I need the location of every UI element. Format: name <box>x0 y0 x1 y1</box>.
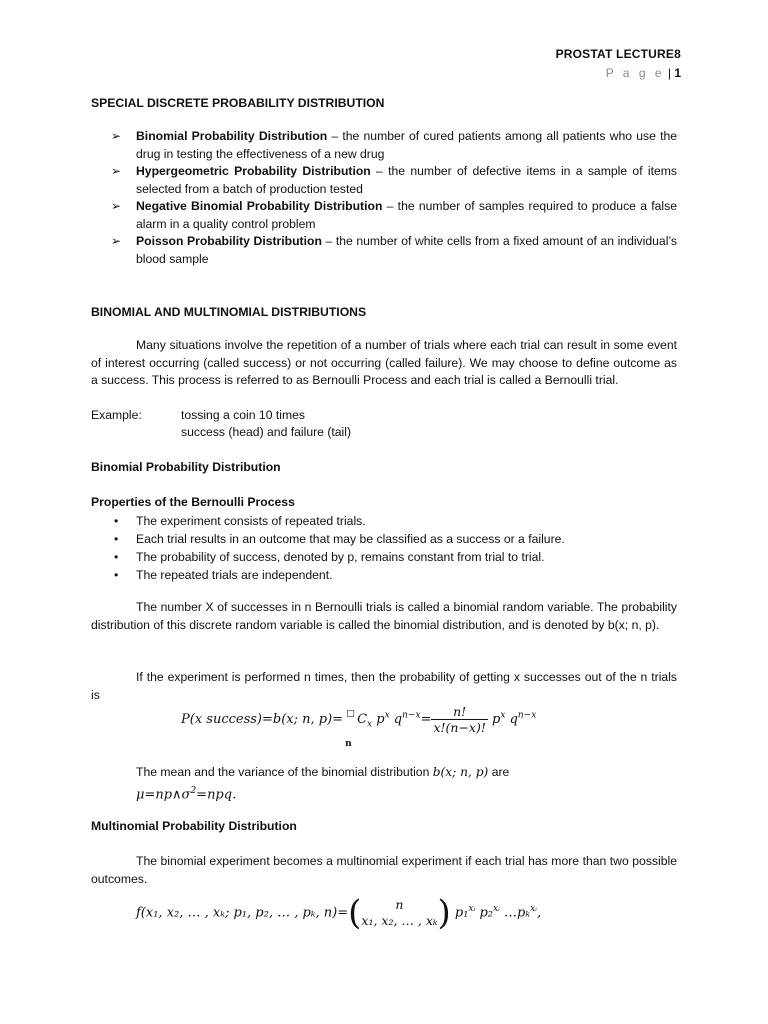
multinomial-end: , <box>537 905 542 921</box>
formula-x: x <box>367 719 373 730</box>
page-word: P a g e <box>605 66 665 80</box>
binom-top: n <box>395 897 404 912</box>
distribution-list <box>91 128 677 268</box>
example-row-2: success (head) and failure (tail) <box>181 425 352 439</box>
item-term: Binomial Probability Distribution <box>136 129 328 143</box>
bullet-icon: • <box>114 532 119 546</box>
formula-tail-exp-nx: n−x <box>517 710 537 721</box>
bullet-icon: • <box>114 550 119 564</box>
list-item <box>91 512 677 530</box>
multinomial-exp-k: xᵢ <box>530 904 537 915</box>
multinomial-paragraph: The binomial experiment becomes a multinomial experiment if each trial has more than two possible outcomes. <box>91 854 677 886</box>
list-item <box>91 128 677 163</box>
item-term: Negative Binomial Probability Distribution <box>136 199 383 213</box>
mean-are: are <box>491 765 510 779</box>
example-line-1: tossing a coin 10 times <box>181 408 305 422</box>
multinomial-args: ₁, x₂, … , xₖ; p₁, p₂, … , pₖ, n)= <box>153 905 349 921</box>
intro-paragraph: Many situations involve the repetition of a number of trials where each trial can result in some event of interest occurring (called success) or not occurring (called failure). We may choose to define outcome as a success. This process is referred to as Bernoulli Process and each trial is called a Bernoulli trial. <box>91 338 677 387</box>
property-text: Each trial results in an outcome that may be classified as a success or a failure. <box>136 532 565 546</box>
multinomial-coefficient <box>361 897 437 929</box>
bullet-icon: • <box>114 568 119 582</box>
item-desc: – the number of samples required to produce a false alarm in a quality control problem <box>136 199 677 231</box>
multinomial-p1: p₁ <box>454 905 469 921</box>
multinomial-exp-2: xᵢ <box>493 904 500 915</box>
mean-variance-formula <box>136 783 722 804</box>
mean-formula-2: =npq. <box>196 787 237 803</box>
property-text: The experiment consists of repeated trials. <box>136 514 366 528</box>
fraction-denominator: x!(n−x)! <box>433 720 486 735</box>
page-separator: | <box>667 66 671 80</box>
arrow-bullet-icon: ➢ <box>111 199 122 213</box>
property-text: The probability of success, denoted by p, remains constant from trial to trial. <box>136 550 545 564</box>
list-item <box>91 548 677 566</box>
formula-box: □ <box>346 709 355 719</box>
formula-lhs: P(x success)=b(x; n, p)= <box>181 712 344 727</box>
formula-tail-exp-x: x <box>500 710 506 721</box>
formula-fraction <box>431 704 487 735</box>
multinomial-p2: p₂ <box>479 905 493 921</box>
binomial-rv-paragraph: The number X of successes in n Bernoulli trials is called a binomial random variable. The probability distribution of this discrete random variable is called the binomial distribution, and is denoted by b(x; n, p). <box>91 600 677 632</box>
header-title: PROSTAT LECTURE8 <box>555 47 681 61</box>
item-desc: – the number of cured patients among all patients who use the drug in testing the effectiveness of a new drug <box>136 129 678 161</box>
multinomial-pk: …pₖ <box>504 905 531 921</box>
arrow-bullet-icon: ➢ <box>111 234 122 248</box>
property-text: The repeated trials are independent. <box>136 568 333 582</box>
example-row <box>91 407 305 425</box>
item-desc: – the number of white cells from a fixed amount of an individual’s blood sample <box>136 234 677 266</box>
list-item <box>91 198 677 233</box>
properties-heading: Properties of the Bernoulli Process <box>91 495 295 509</box>
formula-c: C <box>357 712 368 727</box>
fraction-numerator: n! <box>453 704 467 719</box>
page-indicator <box>606 66 681 80</box>
mean-formula: μ=np∧σ <box>136 787 191 803</box>
formula-eq: = <box>420 712 432 727</box>
multinomial-formula <box>136 895 541 931</box>
list-item <box>91 566 677 584</box>
multinomial-lhs: f(x <box>136 905 154 921</box>
page-number: 1 <box>674 66 681 80</box>
multinomial-heading: Multinomial Probability Distribution <box>91 819 297 833</box>
formula-tail-q: q <box>509 712 518 727</box>
experiment-paragraph: If the experiment is performed n times, then the probability of getting x successes out of the n trials is <box>91 670 677 702</box>
mean-variance-line <box>136 764 676 782</box>
item-term: Hypergeometric Probability Distribution <box>136 164 371 178</box>
list-item <box>91 163 677 198</box>
arrow-bullet-icon: ➢ <box>111 164 122 178</box>
list-item <box>91 233 677 268</box>
left-paren: ( <box>348 893 362 933</box>
binomial-formula <box>181 704 537 749</box>
formula-tail-p: p <box>492 712 501 727</box>
right-paren: ) <box>437 893 451 933</box>
binomial-heading: Binomial Probability Distribution <box>91 460 281 474</box>
formula-p: p <box>376 712 385 727</box>
arrow-bullet-icon: ➢ <box>111 129 122 143</box>
bullet-icon: • <box>114 514 119 528</box>
formula-q: q <box>393 712 403 727</box>
multinomial-exp-1: xᵢ <box>468 904 476 915</box>
formula-sub-n: n <box>345 739 352 749</box>
example-label: Example: <box>91 408 142 422</box>
mean-math: b(x; n, p) <box>432 765 489 779</box>
mean-squared: 2 <box>190 786 197 796</box>
section-heading-special: SPECIAL DISCRETE PROBABILITY DISTRIBUTION <box>91 96 385 110</box>
mean-text: The mean and the variance of the binomial distribution <box>136 765 430 779</box>
properties-list <box>91 512 677 584</box>
formula-exp-x: x <box>384 710 390 721</box>
list-item <box>91 530 677 548</box>
formula-exp-nx: n−x <box>402 710 421 721</box>
item-desc: – the number of defective items in a sample of items selected from a batch of production tested <box>136 164 677 196</box>
item-term: Poisson Probability Distribution <box>136 234 322 248</box>
binom-bottom: x₁, x₂, … , xₖ <box>361 913 438 928</box>
section-heading-binomial-multinomial: BINOMIAL AND MULTINOMIAL DISTRIBUTIONS <box>91 305 367 319</box>
